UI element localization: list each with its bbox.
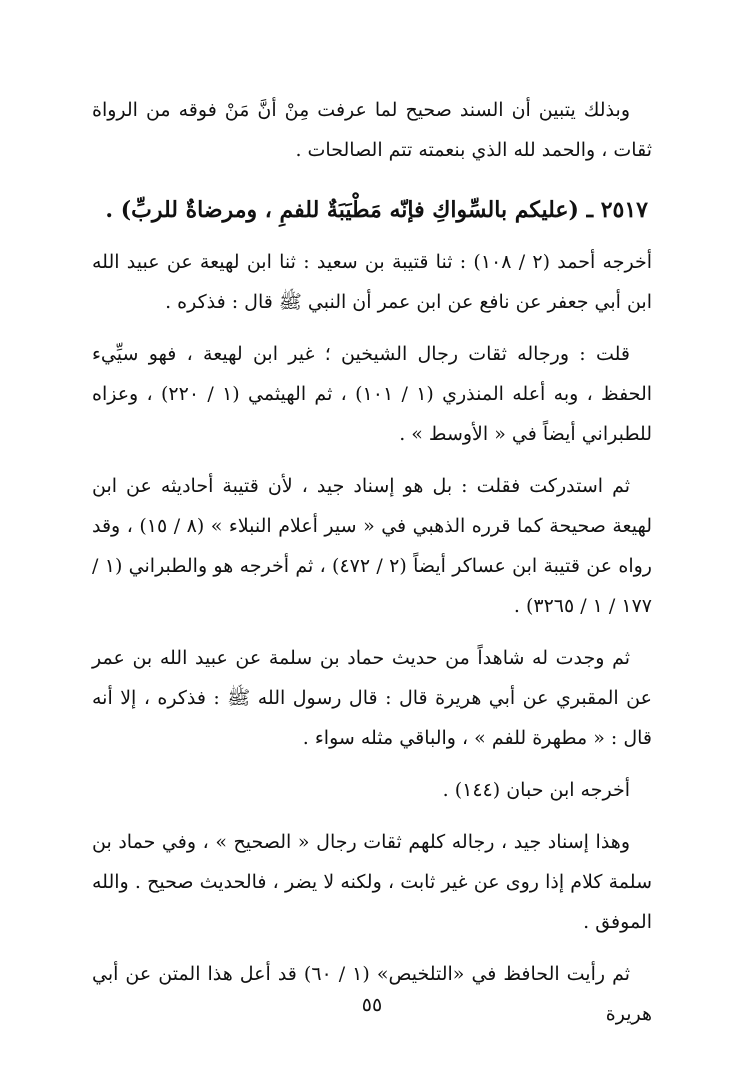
paragraph-takhrij: أخرجه أحمد (٢ / ١٠٨) : ثنا قتيبة بن سعيد : ثنا ابن لهيعة عن عبيد الله ابن أبي جعفر عن نافع عن ابن عمر أن النبي ﷺ قال : فذكره . (92, 251, 652, 313)
paragraph-ibn-hibban: أخرجه ابن حبان (١٤٤) . (442, 779, 630, 801)
document-page (92, 90, 652, 1034)
hadith-heading: ٢٥١٧ ـ (عليكم بالسِّواكِ فإنّه مَطْيَبَةٌ للفمِ ، ومرضاةٌ للربِّ) . (105, 197, 648, 223)
paragraph-comment: قلت : ورجاله ثقات رجال الشيخين ؛ غير ابن لهيعة ، فهو سيِّيء الحفظ ، وبه أعله المنذري (١ / ١٠١) ، ثم الهيثمي (١ / ٢٢٠) ، وعزاه للطبراني أيضاً في « الأوسط » . (92, 343, 653, 445)
paragraph-correction: ثم استدركت فقلت : بل هو إسناد جيد ، لأن قتيبة أحاديثه عن ابن لهيعة صحيحة كما قرره الذهبي في « سير أعلام النبلاء » (٨ / ١٥) ، وقد رواه عن قتيبة ابن عساكر أيضاً (٢ / ٤٧٢) ، ثم أخرجه هو والطبراني (١ / ١٧٧ / ١ / ٣٢٦٥) . (92, 475, 653, 617)
paragraph-isnad: وهذا إسناد جيد ، رجاله كلهم ثقات رجال « الصحيح » ، وفي حماد بن سلمة كلام إذا روى عن غير ثابت ، ولكنه لا يضر ، فالحديث صحيح . والله الموفق . (92, 831, 652, 933)
page-number: ٥٥ (361, 994, 383, 1016)
paragraph-intro: وبذلك يتبين أن السند صحيح لما عرفت مِنْ أنَّ مَنْ فوقه من الرواة ثقات ، والحمد لله الذي بنعمته تتم الصالحات . (92, 99, 652, 161)
paragraph-talkhis: ثم رأيت الحافظ في «التلخيص» (١ / ٦٠) قد أعل هذا المتن عن أبي هريرة (92, 963, 652, 1025)
paragraph-witness: ثم وجدت له شاهداً من حديث حماد بن سلمة عن عبيد الله بن عمر عن المقبري عن أبي هريرة قال : قال رسول الله ﷺ : فذكره ، إلا أنه قال : « مطهرة للفم » ، والباقي مثله سواء . (92, 647, 652, 749)
